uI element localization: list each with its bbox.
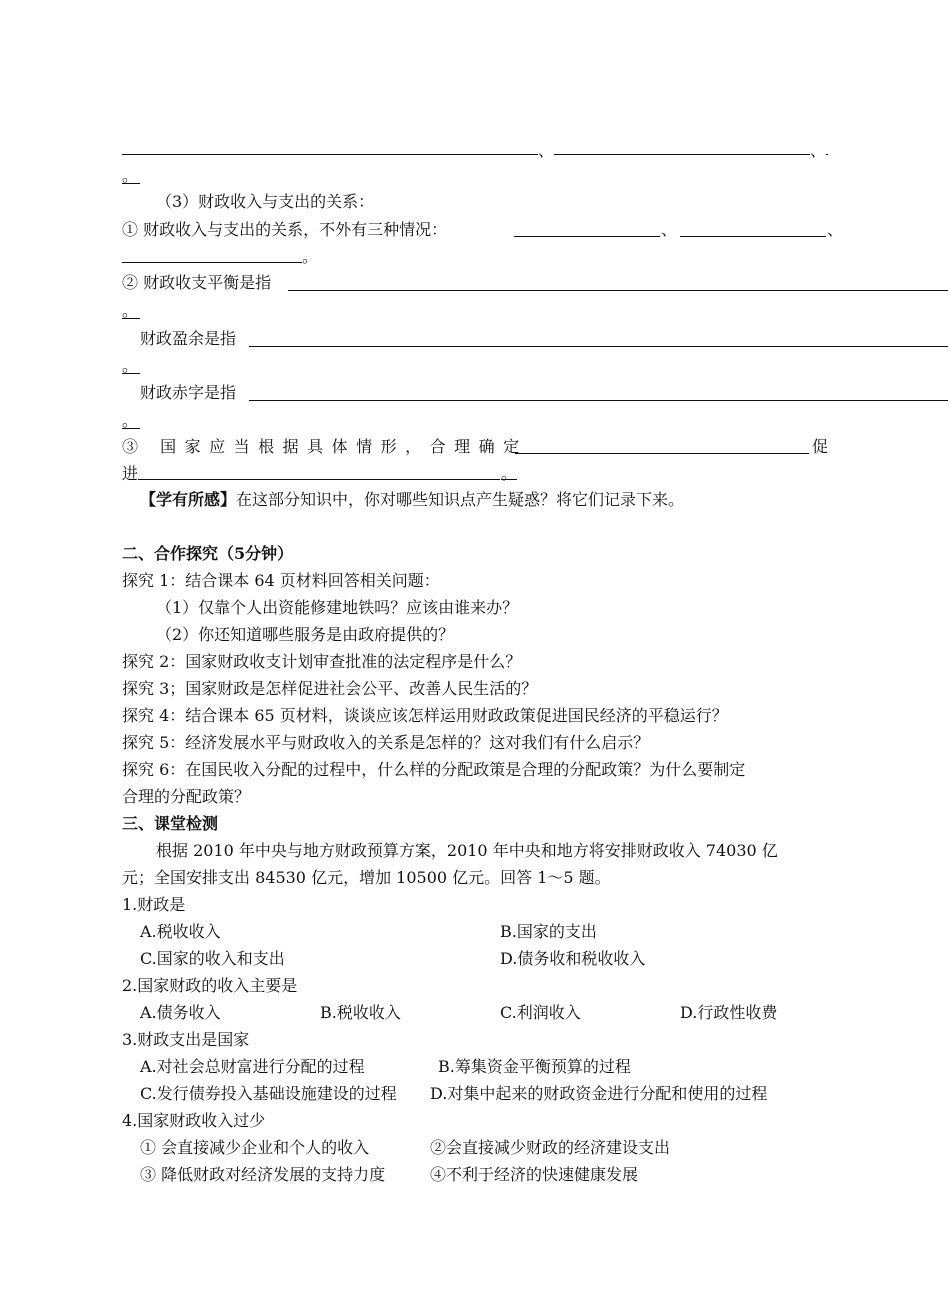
- answer-blank[interactable]: [249, 346, 948, 347]
- section-title: 三、课堂检测: [122, 814, 219, 833]
- question-text: 进: [122, 464, 139, 483]
- answer-blank[interactable]: [826, 154, 828, 155]
- option-b[interactable]: B.国家的支出: [500, 922, 597, 941]
- separator-text: 、: [538, 141, 555, 160]
- answer-blank[interactable]: [680, 236, 826, 237]
- question-text: 财政赤字是指: [140, 383, 237, 402]
- exploration-subitem: （2）你还知道哪些服务是由政府提供的？: [156, 625, 455, 644]
- answer-blank[interactable]: [122, 183, 140, 184]
- option-a[interactable]: A.税收收入: [140, 922, 221, 941]
- period-text: 。: [122, 166, 139, 185]
- answer-blank[interactable]: [514, 236, 660, 237]
- separator-text: 、: [827, 220, 844, 239]
- statement-3: ③ 降低财政对经济发展的支持力度: [140, 1165, 386, 1184]
- statement-4: ④不利于经济的快速健康发展: [430, 1165, 639, 1184]
- exploration-item: 探究 2：国家财政收支计划审查批准的法定程序是什么？: [122, 652, 522, 671]
- exploration-item: 合理的分配政策？: [122, 787, 251, 806]
- answer-blank[interactable]: [501, 479, 517, 480]
- option-a[interactable]: A.对社会总财富进行分配的过程: [140, 1057, 365, 1076]
- statement-2: ②会直接减少财政的经济建设支出: [430, 1138, 671, 1157]
- option-d[interactable]: D.对集中起来的财政资金进行分配和使用的过程: [430, 1084, 768, 1103]
- option-c[interactable]: C.国家的收入和支出: [140, 949, 285, 968]
- answer-blank[interactable]: [122, 262, 302, 263]
- separator-text: 、: [810, 141, 827, 160]
- exploration-item: 探究 3；国家财政是怎样促进社会公平、改善人民生活的？: [122, 679, 538, 698]
- exploration-item: 探究 5：经济发展水平与财政收入的关系是怎样的？这对我们有什么启示？: [122, 733, 650, 752]
- option-b[interactable]: B.税收收入: [320, 1003, 401, 1022]
- section-title: 二、合作探究（5分钟）: [122, 544, 294, 563]
- exploration-item: 探究 6：在国民收入分配的过程中，什么样的分配政策是合理的分配政策？为什么要制定: [122, 760, 746, 779]
- question-stem: 3.财政支出是国家: [122, 1030, 250, 1049]
- answer-blank[interactable]: [138, 479, 500, 480]
- option-b[interactable]: B.筹集资金平衡预算的过程: [438, 1057, 631, 1076]
- reflection-text: 在这部分知识中，你对哪些知识点产生疑惑？将它们记录下来。: [236, 490, 685, 509]
- question-text: 财政盈余是指: [140, 329, 237, 348]
- separator-text: 、: [661, 220, 678, 239]
- answer-blank[interactable]: [249, 400, 948, 401]
- question-text: 促: [812, 437, 829, 456]
- answer-blank[interactable]: [122, 373, 140, 374]
- period-text: 。: [302, 247, 319, 266]
- option-a[interactable]: A.债务收入: [140, 1003, 221, 1022]
- question-stem: 1.财政是: [122, 895, 186, 914]
- reflection-label: 【学有所感】: [140, 490, 237, 509]
- answer-blank[interactable]: [288, 290, 948, 291]
- option-d[interactable]: D.行政性收费: [680, 1003, 778, 1022]
- statement-1: ① 会直接减少企业和个人的收入: [140, 1138, 370, 1157]
- answer-blank[interactable]: [554, 154, 810, 155]
- exploration-subitem: （1）仅靠个人出资能修建地铁吗？应该由谁来办？: [156, 598, 519, 617]
- option-c[interactable]: C.发行债券投入基础设施建设的过程: [140, 1084, 397, 1103]
- subsection-heading: （3）财政收入与支出的关系：: [156, 192, 375, 211]
- question-stem: 4.国家财政收入过少: [122, 1111, 266, 1130]
- question-text: ② 财政收支平衡是指: [122, 273, 272, 292]
- period-text: 。: [122, 356, 139, 375]
- answer-blank[interactable]: [122, 428, 140, 429]
- answer-blank[interactable]: [122, 318, 140, 319]
- period-text: 。: [122, 301, 139, 320]
- question-text: ③ 国家应当根据具体情形，合理确定: [122, 437, 528, 456]
- period-text: 。: [122, 411, 139, 430]
- answer-blank[interactable]: [122, 154, 538, 155]
- answer-blank[interactable]: [515, 453, 809, 454]
- option-c[interactable]: C.利润收入: [500, 1003, 581, 1022]
- question-stem: 2.国家财政的收入主要是: [122, 976, 298, 995]
- period-text: 。: [501, 464, 518, 483]
- reflection-line: [140, 490, 684, 510]
- exploration-item: 探究 4：结合课本 65 页材料，谈谈应该怎样运用财政政策促进国民经济的平稳运行？: [122, 706, 728, 725]
- question-text: ① 财政收入与支出的关系，不外有三种情况：: [122, 220, 448, 239]
- option-d[interactable]: D.债务收和税收收入: [500, 949, 646, 968]
- exploration-item: 探究 1：结合课本 64 页材料回答相关问题：: [122, 571, 440, 590]
- intro-text: 元；全国安排支出 84530 亿元，增加 10500 亿元。回答 1～5 题。: [122, 868, 611, 887]
- intro-text: 根据 2010 年中央与地方财政预算方案，2010 年中央和地方将安排财政收入 74030 亿: [156, 841, 778, 860]
